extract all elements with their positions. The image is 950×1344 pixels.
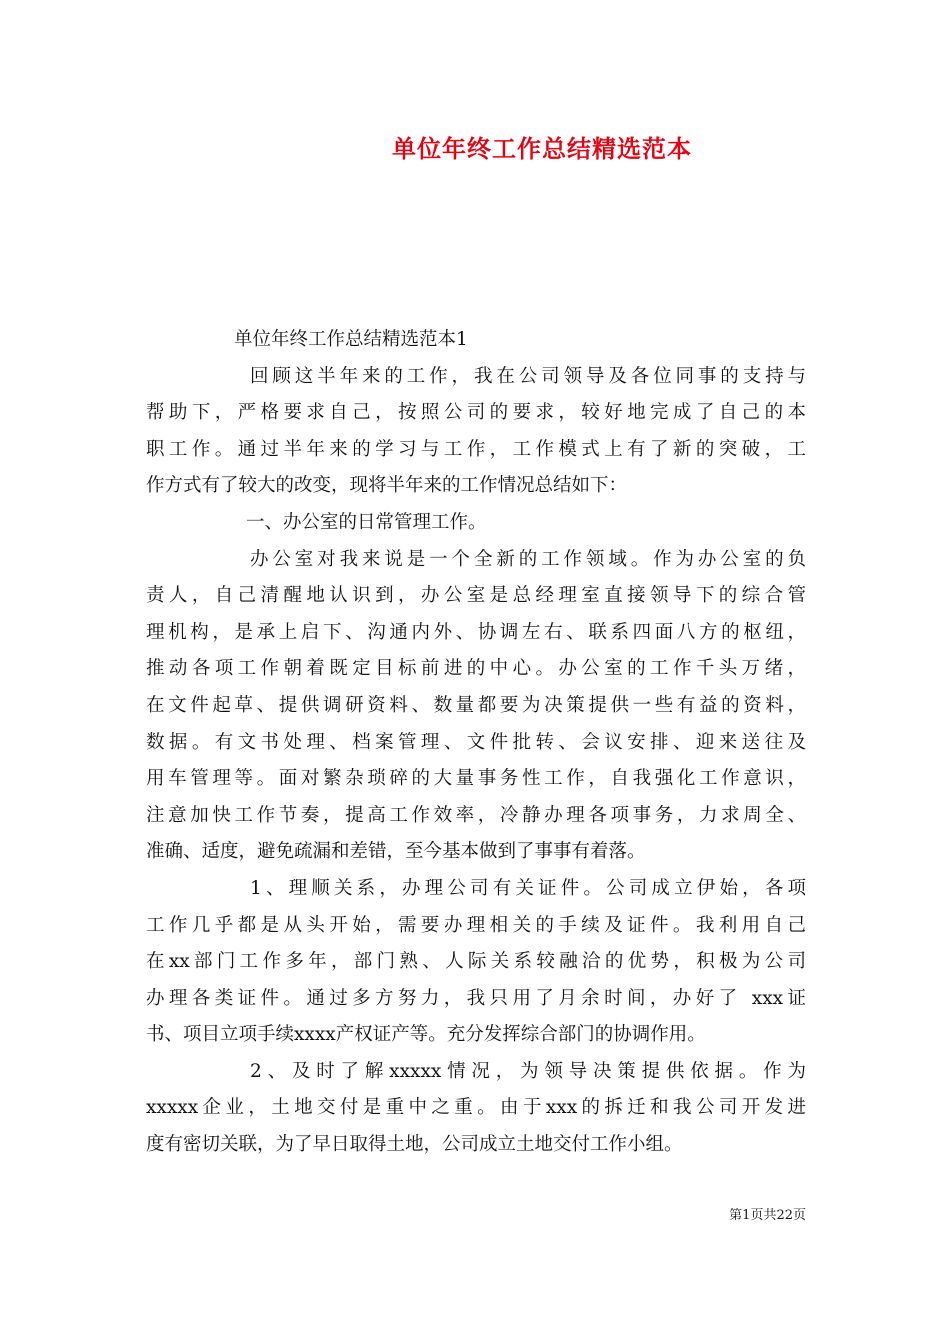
paragraph-line: 理机构，是承上启下、沟通内外、协调左右、联系四面八方的枢纽，	[146, 621, 806, 643]
paragraph-line: 用车管理等。面对繁杂琐碎的大量事务性工作，自我强化工作意识，	[146, 768, 806, 790]
page-number: 第1页共22页	[729, 1208, 806, 1223]
paragraph-line: xxxxx企业，土地交付是重中之重。由于xxx的拆迁和我公司开发进	[146, 1097, 806, 1119]
paragraph-line: 在xx部门工作多年，部门熟、人际关系较融洽的优势，积极为公司	[146, 951, 806, 973]
paragraph-line: 职工作。通过半年来的学习与工作，工作模式上有了新的突破，工	[146, 438, 806, 460]
paragraph-line: 书、项目立项手续xxxx产权证产等。充分发挥综合部门的协调作用。	[146, 1024, 706, 1046]
paragraph-line: 帮助下，严格要求自己，按照公司的要求，较好地完成了自己的本	[146, 402, 806, 424]
paragraph-line: 数据。有文书处理、档案管理、文件批转、会议安排、迎来送往及	[146, 731, 806, 753]
paragraph-line: 准确、适度，避免疏漏和差错，至今基本做到了事事有着落。	[146, 841, 646, 863]
paragraph-line: 工作几乎都是从头开始，需要办理相关的手续及证件。我利用自己	[146, 914, 806, 936]
paragraph-line: 1、理顺关系，办理公司有关证件。公司成立伊始，各项	[250, 877, 806, 899]
paragraph-line: 注意加快工作节奏，提高工作效率，冷静办理各项事务，力求周全、	[146, 804, 806, 826]
paragraph-line: 在文件起草、提供调研资料、数量都要为决策提供一些有益的资料，	[146, 694, 806, 716]
paragraph-line: 推动各项工作朝着既定目标前进的中心。办公室的工作千头万绪，	[146, 658, 806, 680]
paragraph-line: 办公室对我来说是一个全新的工作领域。作为办公室的负	[250, 548, 806, 570]
section-heading: 一、办公室的日常管理工作。	[246, 511, 487, 533]
paragraph-line: 办理各类证件。通过多方努力，我只用了月余时间，办好了 xxx证	[146, 987, 806, 1009]
paragraph-line: 2、及时了解xxxxx情况，为领导决策提供依据。作为	[250, 1060, 806, 1082]
paragraph-line: 作方式有了较大的改变，现将半年来的工作情况总结如下：	[146, 475, 628, 497]
paragraph-line: 度有密切关联，为了早日取得土地，公司成立土地交付工作小组。	[146, 1134, 683, 1156]
section-heading: 单位年终工作总结精选范本1	[234, 329, 468, 350]
document-title: 单位年终工作总结精选范本	[392, 134, 692, 163]
document-body	[146, 322, 806, 1164]
paragraph-line: 回顾这半年来的工作，我在公司领导及各位同事的支持与	[250, 365, 806, 387]
paragraph-line: 责人，自己清醒地认识到，办公室是总经理室直接领导下的综合管	[146, 585, 806, 607]
